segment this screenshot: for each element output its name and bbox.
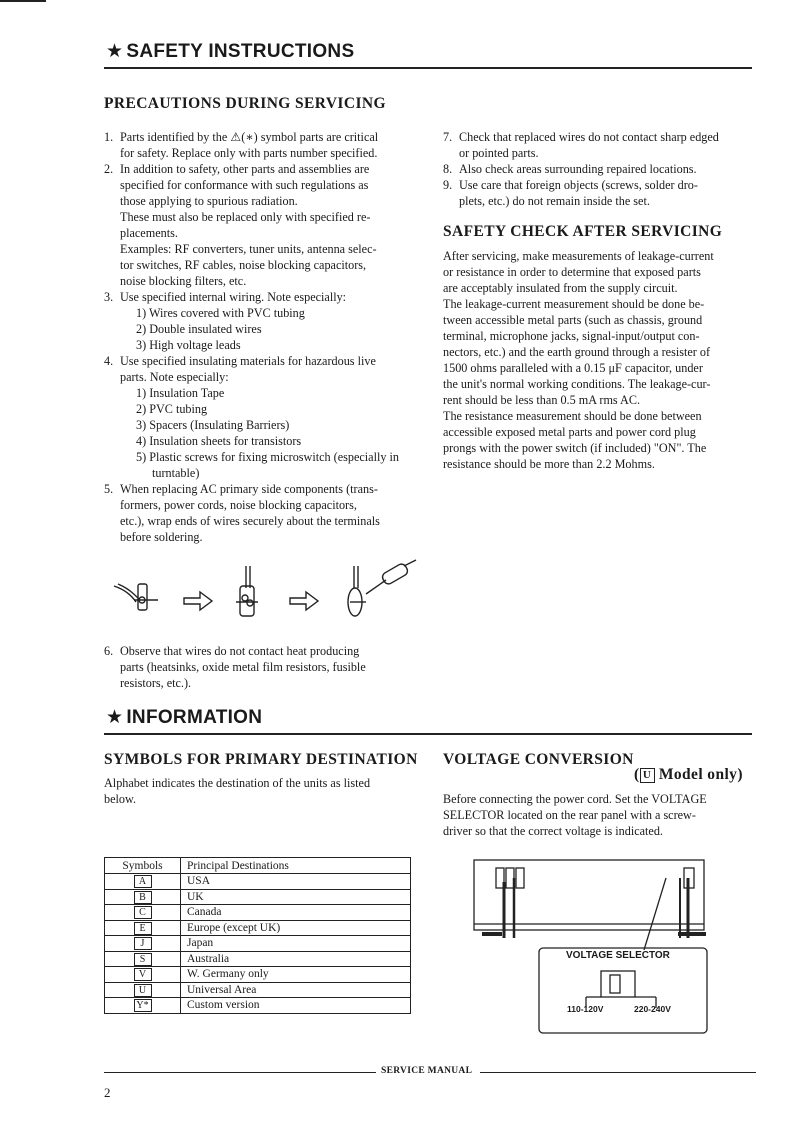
- wire-wrap-illustration: [104, 558, 424, 628]
- destination-symbol: Y*: [134, 999, 152, 1012]
- list-item-line: parts (heatsinks, oxide metal film resistors, fusible: [120, 660, 366, 674]
- paragraph-line: The resistance measurement should be done between: [443, 409, 702, 423]
- destination-cell: Australia: [181, 951, 411, 967]
- list-item-number: 8.: [443, 162, 453, 176]
- paragraph-line: are acceptably insulated from the supply circuit.: [443, 281, 678, 295]
- symbol-cell: [105, 920, 181, 936]
- list-item-line: Use specified internal wiring. Note especially:: [120, 290, 347, 304]
- sub-list-item: turntable): [152, 466, 200, 480]
- symbol-cell: [105, 951, 181, 967]
- list-item-line: or pointed parts.: [459, 146, 539, 160]
- list-item: [104, 289, 414, 353]
- section-title-text: INFORMATION: [126, 707, 263, 728]
- list-item-line: before soldering.: [120, 530, 203, 544]
- paragraph-line: 1500 ohms paralleled with a 0.15 μF capacitor, under: [443, 361, 703, 375]
- voltage-selector-diagram: [466, 858, 716, 1038]
- destination-symbol: A: [134, 875, 152, 888]
- model-only-text: Model only): [658, 766, 743, 783]
- destination-symbol: C: [134, 906, 152, 919]
- list-item-number: 4.: [104, 354, 114, 368]
- list-item: [104, 353, 414, 481]
- destination-cell: Custom version: [181, 998, 411, 1014]
- list-item-number: 7.: [443, 130, 453, 144]
- table-row: [105, 889, 411, 905]
- destination-cell: Japan: [181, 936, 411, 952]
- voltage-heading: VOLTAGE CONVERSION: [443, 751, 634, 768]
- paragraph-line: After servicing, make measurements of leakage-current: [443, 249, 714, 263]
- list-item-line: parts. Note especially:: [120, 370, 229, 384]
- paragraph-line: nectors, etc.) and the earth ground through a resister of: [443, 345, 711, 359]
- destination-cell: W. Germany only: [181, 967, 411, 983]
- list-item-line: tor switches, RF cables, noise blocking capacitors,: [120, 258, 367, 272]
- precautions-list-right: [443, 129, 755, 209]
- paragraph-line: the unit's normal working conditions. The leakage-cur-: [443, 377, 711, 391]
- list-item: [443, 177, 755, 209]
- destination-symbol: U: [134, 984, 152, 997]
- corner-mark: [0, 0, 46, 2]
- section-title-information: [106, 706, 262, 729]
- list-item-number: 9.: [443, 178, 453, 192]
- table-row: [105, 905, 411, 921]
- model-symbol-u: U: [640, 768, 655, 783]
- list-item-line: placements.: [120, 226, 178, 240]
- paragraph-line: accessible exposed metal parts and power cord plug: [443, 425, 696, 439]
- destination-symbol: J: [134, 937, 152, 950]
- footer-rule-left: [104, 1072, 376, 1073]
- table-row: [105, 920, 411, 936]
- sub-list-item: 1) Insulation Tape: [136, 386, 225, 400]
- col-symbols-header: Symbols: [105, 858, 181, 874]
- symbol-cell: [105, 874, 181, 890]
- symbol-cell: [105, 905, 181, 921]
- paragraph-line: driver so that the correct voltage is indicated.: [443, 824, 663, 838]
- list-item-line: plets, etc.) do not remain inside the set.: [459, 194, 650, 208]
- symbol-cell: [105, 936, 181, 952]
- list-item-number: 3.: [104, 290, 114, 304]
- list-item-line: those applying to spurious radiation.: [120, 194, 298, 208]
- list-item-line: Observe that wires do not contact heat producing: [120, 644, 360, 658]
- sub-list-item: 1) Wires covered with PVC tubing: [136, 306, 305, 320]
- list-item: [443, 161, 755, 177]
- list-item: [104, 161, 414, 289]
- list-item-line: Parts identified by the ⚠(∗) symbol parts are critical: [120, 130, 379, 144]
- star-icon: ★: [106, 707, 124, 728]
- symbol-cell: [105, 967, 181, 983]
- list-item-line: formers, power cords, noise blocking capacitors,: [120, 498, 357, 512]
- table-row: [105, 967, 411, 983]
- list-item-number: 5.: [104, 482, 114, 496]
- list-item-line: Use care that foreign objects (screws, solder dro-: [459, 178, 698, 192]
- list-item-number: 1.: [104, 130, 114, 144]
- destination-symbol: S: [134, 953, 152, 966]
- destination-cell: UK: [181, 889, 411, 905]
- paragraph-line: below.: [104, 792, 137, 806]
- list-item-line: In addition to safety, other parts and assemblies are: [120, 162, 370, 176]
- list-item-line: Examples: RF converters, tuner units, antenna selec-: [120, 242, 377, 256]
- footer-label: SERVICE MANUAL: [381, 1066, 473, 1076]
- destination-cell: Universal Area: [181, 982, 411, 998]
- sub-list-item: 2) Double insulated wires: [136, 322, 262, 336]
- symbols-heading: SYMBOLS FOR PRIMARY DESTINATION: [104, 751, 418, 768]
- table-row: [105, 936, 411, 952]
- list-item-line: noise blocking filters, etc.: [120, 274, 247, 288]
- symbol-cell: [105, 889, 181, 905]
- voltage-high-label: 220-240V: [634, 1004, 671, 1014]
- page-number: 2: [104, 1085, 111, 1100]
- paragraph-line: resistance should be more than 2.2 Mohms.: [443, 457, 655, 471]
- footer-rule-right: [480, 1072, 756, 1073]
- model-paren: (: [634, 766, 640, 783]
- paragraph-line: The leakage-current measurement should be done be-: [443, 297, 705, 311]
- paragraph-line: prongs with the power switch (if included) "ON". The: [443, 441, 707, 455]
- paragraph-line: or resistance in order to determine that exposed parts: [443, 265, 701, 279]
- list-item-number: 2.: [104, 162, 114, 176]
- table-row: [105, 951, 411, 967]
- star-icon: ★: [106, 41, 124, 62]
- precautions-list: [104, 129, 414, 545]
- sub-list: [120, 385, 414, 481]
- sub-list-item: 4) Insulation sheets for transistors: [136, 434, 302, 448]
- list-item: [104, 129, 414, 161]
- precautions-heading: PRECAUTIONS DURING SERVICING: [104, 95, 386, 112]
- list-item-line: for safety. Replace only with parts number specified.: [120, 146, 378, 160]
- list-item-line: Also check areas surrounding repaired locations.: [459, 162, 697, 176]
- paragraph-line: SELECTOR located on the rear panel with a screw-: [443, 808, 696, 822]
- list-item-number: 6.: [104, 644, 114, 658]
- destination-symbol: E: [134, 922, 152, 935]
- safety-check-heading: SAFETY CHECK AFTER SERVICING: [443, 223, 723, 240]
- list-item-line: etc.), wrap ends of wires securely about the terminals: [120, 514, 380, 528]
- symbols-intro: [104, 775, 414, 807]
- list-item-line: These must also be replaced only with specified re-: [120, 210, 371, 224]
- table-header-row: [105, 858, 411, 874]
- sub-list: [120, 305, 414, 353]
- list-item-line: When replacing AC primary side components (trans-: [120, 482, 378, 496]
- destinations-table: [104, 857, 411, 1014]
- voltage-selector-label: VOLTAGE SELECTOR: [566, 950, 670, 961]
- symbol-cell: [105, 998, 181, 1014]
- title-underline: [104, 67, 752, 69]
- col-destinations-header: Principal Destinations: [181, 858, 411, 874]
- symbol-cell: [105, 982, 181, 998]
- sub-list-item: 3) Spacers (Insulating Barriers): [136, 418, 290, 432]
- voltage-low-label: 110-120V: [567, 1004, 604, 1014]
- sub-list-item: 5) Plastic screws for fixing microswitch (especially in: [136, 450, 399, 464]
- destination-cell: Canada: [181, 905, 411, 921]
- precautions-list-item6: [104, 643, 414, 691]
- paragraph-line: terminal, microphone jacks, signal-input/output con-: [443, 329, 700, 343]
- list-item-line: Use specified insulating materials for hazardous live: [120, 354, 376, 368]
- destination-cell: USA: [181, 874, 411, 890]
- destination-symbol: V: [134, 968, 152, 981]
- list-item-line: Check that replaced wires do not contact sharp edged: [459, 130, 719, 144]
- destination-symbol: B: [134, 891, 152, 904]
- model-only-note: [634, 766, 743, 784]
- list-item: [443, 129, 755, 161]
- voltage-paragraph: [443, 791, 755, 839]
- paragraph-line: Alphabet indicates the destination of the units as listed: [104, 776, 371, 790]
- paragraph-line: Before connecting the power cord. Set the VOLTAGE: [443, 792, 707, 806]
- table-row: [105, 874, 411, 890]
- section-title-text: SAFETY INSTRUCTIONS: [126, 41, 355, 62]
- table-row: [105, 982, 411, 998]
- information-underline: [104, 733, 752, 735]
- list-item-line: specified for conformance with such regulations as: [120, 178, 369, 192]
- destination-cell: Europe (except UK): [181, 920, 411, 936]
- safety-check-paragraph: [443, 248, 755, 472]
- sub-list-item: 2) PVC tubing: [136, 402, 208, 416]
- paragraph-line: rent should be less than 0.5 mA rms AC.: [443, 393, 641, 407]
- section-title-safety: [106, 40, 354, 63]
- list-item: [104, 481, 414, 545]
- sub-list-item: 3) High voltage leads: [136, 338, 241, 352]
- list-item: [104, 643, 414, 691]
- table-row: [105, 998, 411, 1014]
- paragraph-line: tween accessible metal parts (such as chassis, ground: [443, 313, 703, 327]
- list-item-line: resistors, etc.).: [120, 676, 192, 690]
